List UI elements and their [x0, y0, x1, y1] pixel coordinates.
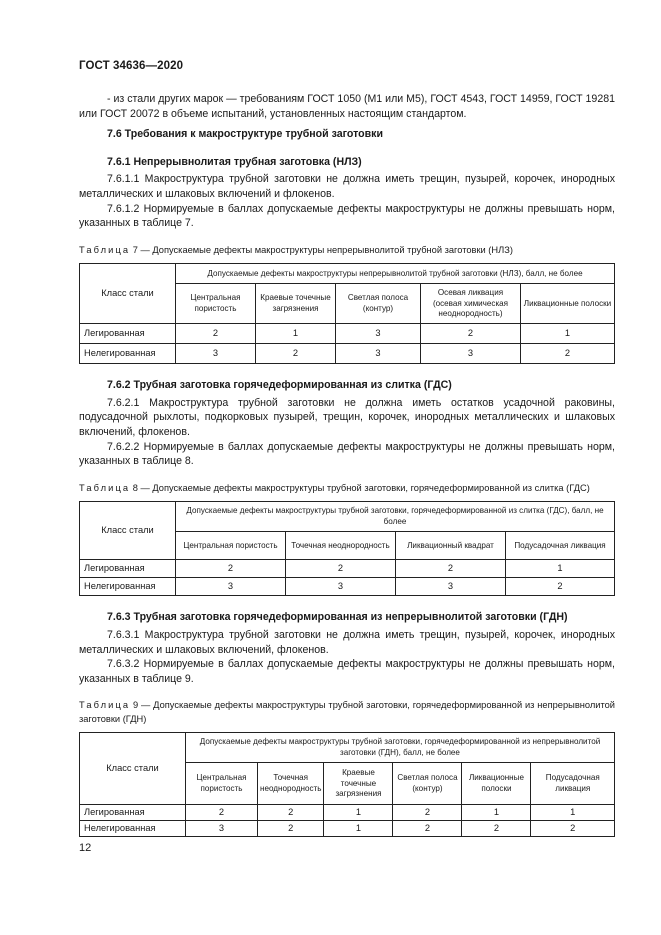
table-cell: 3 — [186, 821, 258, 837]
row-label: Легированная — [80, 324, 176, 344]
document-header: ГОСТ 34636—2020 — [79, 60, 184, 72]
table-cell: 1 — [324, 821, 393, 837]
row-label: Легированная — [80, 805, 186, 821]
table-9-column-header: Светлая полоса (контур) — [393, 763, 462, 805]
table-cell: 3 — [396, 578, 506, 596]
table-7-column-header: Светлая полоса (контур) — [336, 284, 421, 324]
section-7-6-2-heading: 7.6.2 Трубная заготовка горячедеформированная из слитка (ГДС) — [107, 379, 452, 392]
table-8-caption: Таблица 8 — Допускаемые дефекты макроструктуры трубной заготовки, горячедеформированной из слитка (ГДС) — [79, 482, 590, 493]
table-cell: 2 — [186, 805, 258, 821]
table-7-column-header: Осевая ликвация (осевая химическая неоднородность) — [421, 284, 521, 324]
table-cell: 3 — [336, 344, 421, 364]
table-9-column-header: Подусадочная ликвация — [531, 763, 615, 805]
row-label: Нелегированная — [80, 821, 186, 837]
table-cell: 2 — [531, 821, 615, 837]
table-cell: 1 — [324, 805, 393, 821]
intro-paragraph: - из стали других марок — требованиям ГОСТ 1050 (М1 или М5), ГОСТ 4543, ГОСТ 14959, ГОСТ 19281 или ГОСТ 20072 в объеме испытаний, установленных настоящим стандартом. — [79, 93, 615, 120]
section-7-6-3-heading: 7.6.3 Трубная заготовка горячедеформированная из непрерывнолитой заготовки (ГДН) — [107, 611, 568, 624]
table-8-column-header: Центральная пористость — [176, 532, 286, 560]
table-9-group-header: Допускаемые дефекты макроструктуры трубной заготовки, горячедеформированной из непрерывнолитой заготовки (ГДН), балл, не более — [186, 733, 615, 763]
table-8-column-header: Подусадочная ликвация — [506, 532, 615, 560]
table-7-caption: Таблица 7 — Допускаемые дефекты макроструктуры непрерывнолитой трубной заготовки (НЛЗ) — [79, 244, 513, 255]
row-label: Легированная — [80, 560, 176, 578]
table-cell: 3 — [421, 344, 521, 364]
table-7-column-header: Ликвационные полоски — [521, 284, 615, 324]
paragraph-7-6-3-2: 7.6.3.2 Нормируемые в баллах допускаемые дефекты макроструктуры не должны превышать норм, указанных в таблице 9. — [79, 658, 615, 685]
table-cell: 2 — [521, 344, 615, 364]
table-cell: 2 — [506, 578, 615, 596]
section-7-6-heading: 7.6 Требования к макроструктуре трубной заготовки — [107, 128, 383, 141]
table-7-column-header: Краевые точечные загрязнения — [256, 284, 336, 324]
table-8-class-header: Класс стали — [80, 502, 176, 560]
table-cell: 2 — [462, 821, 531, 837]
table-cell: 3 — [286, 578, 396, 596]
table-row — [80, 805, 615, 821]
table-8-column-header: Точечная неоднородность — [286, 532, 396, 560]
table-9 — [79, 732, 615, 837]
table-row — [80, 344, 615, 364]
table-9-caption: Таблица 9 — Допускаемые дефекты макроструктуры трубной заготовки, горячедеформированной из непрерывнолитой заготовки (ГДН) — [79, 700, 615, 724]
table-9-column-header: Краевые точечные загрязнения — [324, 763, 393, 805]
row-label: Нелегированная — [80, 578, 176, 596]
table-9-class-header: Класс стали — [80, 733, 186, 805]
table-cell: 1 — [506, 560, 615, 578]
table-7-group-header: Допускаемые дефекты макроструктуры непрерывнолитой трубной заготовки (НЛЗ), балл, не более — [176, 264, 615, 284]
table-cell: 2 — [258, 805, 324, 821]
paragraph-7-6-1-1: 7.6.1.1 Макроструктура трубной заготовки не должна иметь трещин, пузырей, корочек, инородных металлических и шлаковых включений и флокенов. — [79, 173, 615, 200]
table-cell: 2 — [256, 344, 336, 364]
table-cell: 1 — [521, 324, 615, 344]
table-cell: 1 — [256, 324, 336, 344]
table-cell: 2 — [176, 324, 256, 344]
paragraph-7-6-2-1: 7.6.2.1 Макроструктура трубной заготовки не должна иметь остатков усадочной раковины, подусадочной рыхлоты, подкорковых пузырей, трещин, корочек, инородных металлических и шлаковых включений, флокенов. — [79, 396, 615, 439]
table-row — [80, 560, 615, 578]
table-cell: 3 — [336, 324, 421, 344]
table-cell: 1 — [462, 805, 531, 821]
row-label: Нелегированная — [80, 344, 176, 364]
table-9-column-header: Центральная пористость — [186, 763, 258, 805]
table-9-column-header: Ликвационные полоски — [462, 763, 531, 805]
paragraph-7-6-2-2: 7.6.2.2 Нормируемые в баллах допускаемые дефекты макроструктуры не должны превышать норм, указанных в таблице 8. — [79, 440, 615, 468]
table-7-column-header: Центральная пористость — [176, 284, 256, 324]
table-cell: 2 — [421, 324, 521, 344]
page-number: 12 — [79, 842, 92, 854]
table-row — [80, 324, 615, 344]
section-7-6-1-heading: 7.6.1 Непрерывнолитая трубная заготовка (НЛЗ) — [107, 155, 362, 168]
table-cell: 2 — [286, 560, 396, 578]
table-7-class-header: Класс стали — [80, 264, 176, 324]
table-cell: 2 — [258, 821, 324, 837]
document-body — [79, 92, 615, 837]
table-cell: 2 — [176, 560, 286, 578]
table-cell: 1 — [531, 805, 615, 821]
table-cell: 3 — [176, 344, 256, 364]
table-cell: 2 — [396, 560, 506, 578]
paragraph-7-6-1-2: 7.6.1.2 Нормируемые в баллах допускаемые дефекты макроструктуры не должны превышать норм, указанных в таблице 7. — [79, 202, 615, 230]
table-cell: 2 — [393, 821, 462, 837]
table-9-column-header: Точечная неоднородность — [258, 763, 324, 805]
table-row — [80, 821, 615, 837]
table-cell: 2 — [393, 805, 462, 821]
table-8-group-header: Допускаемые дефекты макроструктуры трубной заготовки, горячедеформированной из слитка (ГДС), балл, не более — [176, 502, 615, 532]
table-7 — [79, 263, 615, 364]
table-cell: 3 — [176, 578, 286, 596]
table-8 — [79, 501, 615, 596]
paragraph-7-6-3-1: 7.6.3.1 Макроструктура трубной заготовки не должна иметь трещин, пузырей, корочек, инородных металлических и шлаковых включений, флокенов. — [79, 628, 615, 656]
table-8-column-header: Ликвационный квадрат — [396, 532, 506, 560]
table-row — [80, 578, 615, 596]
